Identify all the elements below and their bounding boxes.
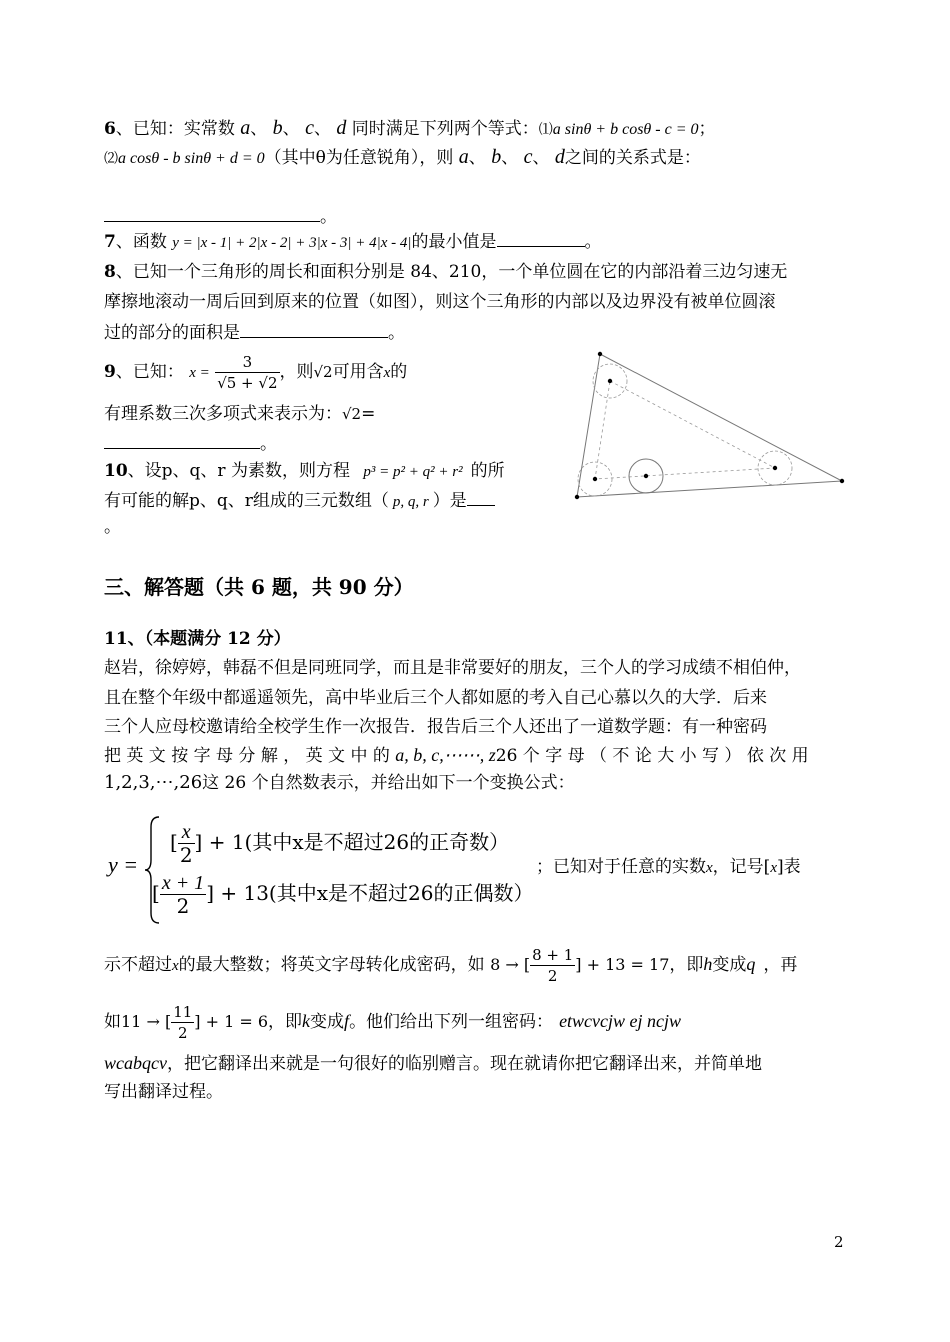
q6-sep: 、 xyxy=(313,119,331,139)
q10-intro: 、设p、q、r 为素数，则方程 xyxy=(127,461,350,481)
q11-para-8 xyxy=(104,1052,762,1075)
q7-function: y = |x - 1| + 2|x - 2| + 3|x - 3| + 4|x - 4| xyxy=(172,235,412,251)
q6-end: 。 xyxy=(320,207,337,227)
q9-answer-line xyxy=(104,432,277,455)
q8-answer-blank[interactable] xyxy=(240,321,388,338)
ex2-mid: 变成 xyxy=(310,1012,345,1032)
ex2-from: k xyxy=(302,1011,311,1031)
case2-fraction xyxy=(160,872,206,917)
q9-end: 。 xyxy=(260,434,277,454)
q6-var-a: a xyxy=(240,117,251,139)
p7-text-a: 如 xyxy=(104,1012,121,1032)
q6-answer-line xyxy=(104,205,337,228)
ex2-frac-num: 11 xyxy=(173,1003,193,1021)
q7-intro: 、函数 xyxy=(115,232,167,252)
case1-fraction xyxy=(178,821,195,866)
ex1-tail: ，即 xyxy=(669,955,704,975)
circle-center-dot xyxy=(773,466,777,470)
cipher-code-2: wcabqcv xyxy=(104,1053,167,1073)
q7-line xyxy=(104,230,602,254)
q9-x-eq: x = xyxy=(189,365,210,381)
q6-tail: 之间的关系式是： xyxy=(564,148,701,168)
side-x: x xyxy=(706,860,713,876)
q8-line-3 xyxy=(104,321,405,344)
q10-equation: p³ = p² + q² + r² xyxy=(363,464,463,480)
q10-tail: 的所 xyxy=(470,461,505,481)
q9-intro: 、已知： xyxy=(115,362,184,382)
q6-answer-blank[interactable] xyxy=(104,205,320,222)
case2-tail: ] + 13(其中x是不超过26的正偶数） xyxy=(206,881,534,905)
q6-var-c-2: c xyxy=(523,146,533,168)
q6-note: （其中θ为任意锐角），则 xyxy=(264,148,454,168)
q11-numbers: 1,2,3,⋯,26 xyxy=(104,772,203,793)
q10-end-line xyxy=(104,516,121,538)
q7-tail: 的最小值是 xyxy=(411,232,497,252)
ex1-from: h xyxy=(703,954,713,974)
q10-line2-tail: ）是 xyxy=(432,491,467,511)
p8-text: ，把它翻译出来就是一句很好的临别赠言。现在就请你把它翻译出来，并简单地 xyxy=(166,1054,762,1074)
q11-title: 11、（本题满分 12 分） xyxy=(104,629,291,649)
p6-x: x xyxy=(172,958,179,974)
p7-text-b: 。他们给出下列一组密码： xyxy=(349,1012,554,1032)
q11-para-2: 且在整个年级中都遥遥领先，高中毕业后三个人都如愿的考入自己心慕以久的大学．后来 xyxy=(104,688,767,708)
ex1-end: ，再 xyxy=(763,955,798,975)
q6-sep: 、 xyxy=(532,148,550,168)
q8-number: 8 xyxy=(104,262,116,282)
ex2-to: f xyxy=(344,1011,350,1031)
vertex-dot xyxy=(575,495,579,499)
q6-line-1 xyxy=(104,117,716,141)
q11-para-7 xyxy=(104,999,681,1043)
case1-frac-den: 2 xyxy=(179,843,193,867)
triangle-vertices xyxy=(575,352,844,499)
vertex-dot xyxy=(840,479,844,483)
q6-var-c: c xyxy=(305,117,314,139)
q9-line2-end: = xyxy=(361,404,376,424)
q8-line-2 xyxy=(104,291,776,313)
q6-eq1-end: ； xyxy=(698,119,716,139)
q11-para-3: 三个人应母校邀请给全校学生作一次报告．报告后三个人还出了一道数学题：有一种密码 xyxy=(104,717,767,737)
side-text-1: ；已知对于任意的实数 xyxy=(536,857,706,877)
q7-number: 7 xyxy=(104,232,116,252)
page-number: 2 xyxy=(834,1233,844,1251)
ex2-left: 11 → [ xyxy=(121,1012,172,1031)
side-x-2: x xyxy=(770,860,777,876)
ex1-frac-den: 2 xyxy=(530,965,575,986)
ex1-right: ] + 13 = 17 xyxy=(575,955,670,974)
q9-number: 9 xyxy=(104,362,116,382)
ex2-tail: ，即 xyxy=(268,1012,303,1032)
circle-center-dot xyxy=(593,477,597,481)
q6-sep: 、 xyxy=(282,119,300,139)
q6-sep: 、 xyxy=(468,148,486,168)
q8-line-1 xyxy=(104,261,787,283)
q6-sep: 、 xyxy=(501,148,519,168)
q7-end: 。 xyxy=(584,232,602,252)
q6-condition: 同时满足下列两个等式： xyxy=(351,119,539,139)
q7-answer-blank[interactable] xyxy=(497,230,585,247)
q8-text-3: 过的部分的面积是 xyxy=(104,323,240,343)
case1-frac-num: x xyxy=(181,821,191,843)
q10-line-2 xyxy=(104,489,495,513)
q6-var-b-2: b xyxy=(491,146,502,168)
q6-var-d: d xyxy=(336,117,347,139)
q9-fraction-num: 3 xyxy=(242,353,253,371)
q11-para-4-text: 把 英 文 按 字 母 分 解 ， 英 文 中 的 xyxy=(104,746,390,766)
q6-line-2 xyxy=(104,146,701,170)
q6-equation-2: a cosθ - b sinθ + d = 0 xyxy=(118,150,265,167)
q9-sqrt2-2: √2 xyxy=(342,405,362,423)
ex1-fraction xyxy=(530,945,575,986)
q6-equation-1: a sinθ + b cosθ - c = 0 xyxy=(552,121,699,138)
q6-var-d-2: d xyxy=(554,146,565,168)
q6-number: 6 xyxy=(104,119,116,139)
circle-center-dot xyxy=(608,379,612,383)
q9-tail2: 的 xyxy=(390,362,408,382)
q9-x: x xyxy=(383,365,391,381)
p6-text-b: 的最大整数；将英文字母转化成密码，如 xyxy=(178,955,485,975)
q9-fraction-den: √5 + √2 xyxy=(217,374,278,392)
q9-tail: 可用含 xyxy=(332,362,384,382)
q6-var-b: b xyxy=(272,117,283,139)
q10-number: 10 xyxy=(104,461,128,481)
q11-para-5 xyxy=(104,772,575,794)
ex2-frac-den: 2 xyxy=(171,1022,194,1043)
formula-case-2: [ $\frac{x + 1}{2}$ ] + 13(其中x是不超过26的正偶数） xyxy=(152,872,534,918)
ex2-fraction xyxy=(171,1002,194,1043)
section-3-heading: 三、解答题（共 6 题，共 90 分） xyxy=(104,575,414,599)
q11-para-1: 赵岩，徐婷婷，韩磊不但是同班同学，而且是非常要好的朋友，三个人的学习成绩不相伯仲， xyxy=(104,658,801,678)
q10-triple: p, q, r xyxy=(392,494,429,510)
q10-text-2: 有可能的解p、q、r组成的三元数组（ xyxy=(104,491,389,511)
inner-path-dashed xyxy=(595,381,775,479)
case1-tail: ] + 1(其中x是不超过26的正奇数） xyxy=(194,830,510,854)
q11-para-5-text: 这 26 个自然数表示，并给出如下一个变换公式： xyxy=(202,773,575,793)
q6-eq2-tag: ⑵ xyxy=(104,151,118,167)
vertex-dot xyxy=(598,352,602,356)
formula-case-1: [ $\frac{x}{2}$ ] + 1(其中x是不超过26的正奇数） xyxy=(170,821,510,867)
q8-end: 。 xyxy=(388,323,405,343)
ex1-to: q xyxy=(746,954,756,974)
q9-answer-blank[interactable] xyxy=(104,432,260,449)
circle-center-dot xyxy=(644,474,648,478)
q9-line-2 xyxy=(104,403,375,425)
q11-para-4 xyxy=(104,744,809,767)
ex1-mid: 变成 xyxy=(712,955,747,975)
ex1-left: 8 → [ xyxy=(490,955,531,974)
q6-var-a-2: a xyxy=(458,146,469,168)
ex2-right: ] + 1 = 6 xyxy=(194,1012,269,1031)
q10-line-1 xyxy=(104,460,505,483)
q9-mid: ，则 xyxy=(279,362,314,382)
q11-letters: a, b, c,⋯⋯, z xyxy=(395,745,496,765)
q11-para-9: 写出翻译过程。 xyxy=(104,1082,223,1102)
q10-end: 。 xyxy=(104,517,121,537)
q11-para-4-tail: 26 个 字 母 （ 不 论 大 小 写 ） 依 次 用 xyxy=(495,746,809,766)
q9-sqrt2: √2 xyxy=(313,363,333,381)
q6-sep: 、 xyxy=(250,119,268,139)
cipher-code-1: etwcvcjw ej ncjw xyxy=(559,1011,682,1031)
triangle-outline xyxy=(577,354,842,497)
ex1-frac-num: 8 + 1 xyxy=(532,946,574,964)
q6-eq1-tag: ⑴ xyxy=(538,122,553,138)
triangle-figure xyxy=(570,350,860,505)
q8-text-2: 摩擦地滚动一周后回到原来的位置（如图），则这个三角形的内部以及边界没有被单位圆滚 xyxy=(104,292,776,312)
formula-y-eq: y = xyxy=(108,852,139,877)
q8-text-1: 、已知一个三角形的周长和面积分别是 84、210，一个单位圆在它的内部沿着三边匀速无 xyxy=(115,262,788,282)
formula-side-text xyxy=(536,856,801,879)
q9-line-1 xyxy=(104,350,407,394)
side-text-2: ，记号[ xyxy=(712,857,771,877)
q9-fraction xyxy=(215,352,279,393)
side-text-3: ]表 xyxy=(776,857,801,877)
q6-intro: 、已知：实常数 xyxy=(115,119,235,139)
q9-text-2: 有理系数三次多项式来表示为： xyxy=(104,404,342,424)
q11-para-6 xyxy=(104,942,797,986)
case2-frac-num: x + 1 xyxy=(161,872,205,894)
case2-frac-den: 2 xyxy=(160,894,206,917)
unit-circles xyxy=(578,364,792,496)
p6-text-a: 示不超过 xyxy=(104,955,172,975)
q10-answer-blank[interactable] xyxy=(467,489,495,506)
